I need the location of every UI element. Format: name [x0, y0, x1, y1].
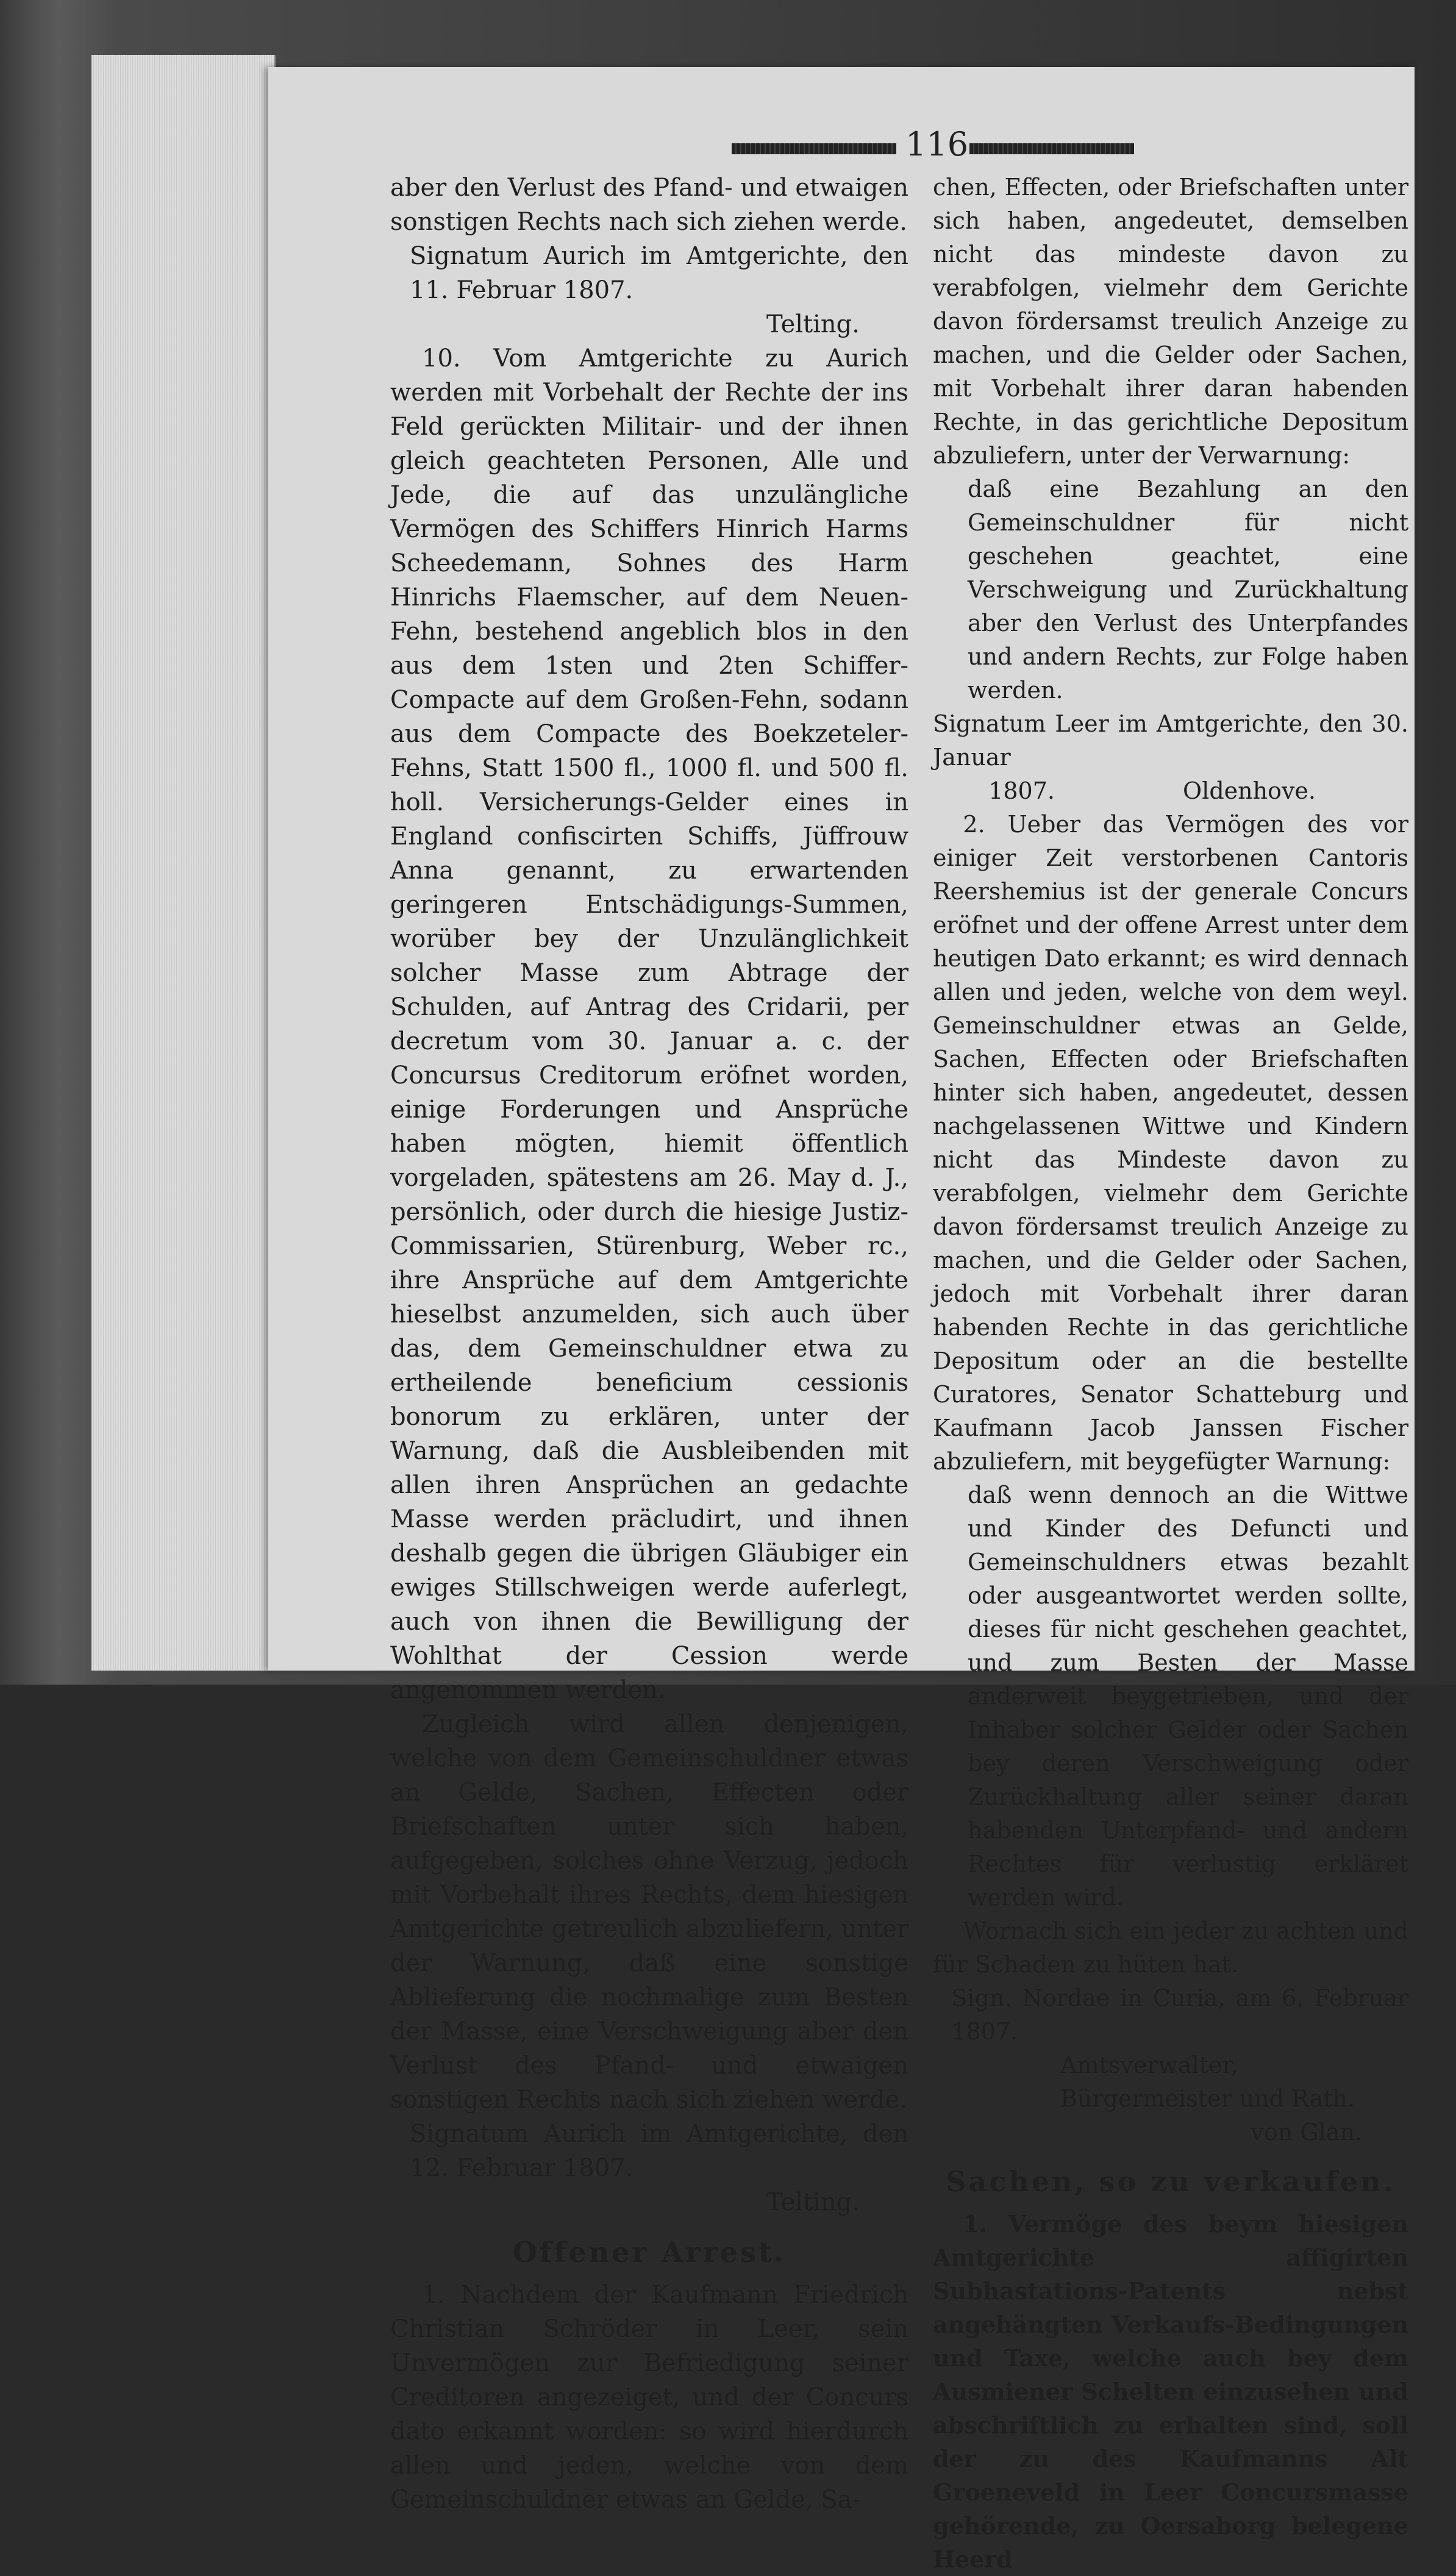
header-rule-right — [969, 143, 1134, 154]
left-signature-1-name: Telting. — [766, 310, 860, 338]
right-signature-2-officials: Amtsverwalter, Bürgermeister und Rath. — [1060, 2052, 1355, 2112]
left-paragraph-3: Zugleich wird allen denjenigen, welche von dem Gemeinschuldner etwas an Gelde, Sachen, Effecten oder Briefschaften unter sich haben, aufgegeben, solches ohne Verzug, jedoch mit Vorbehalt ihres Rechts, dem hiesigen Amtgerichte getreulich abzuliefern, unter der Warnung, daß eine sonstige Ablieferung die nochmalige zum Besten der Masse, eine Verschweigung aber den Verlust des Pfand- und etwaigen sonstigen Rechts nach sich ziehen werde. — [390, 1710, 908, 2114]
page-header — [268, 125, 1415, 162]
section-heading-sachen-zu-verkaufen: Sachen, so zu verkaufen. — [946, 2165, 1396, 2198]
left-signature-2-line: Signatum Aurich im Amtgerichte, den 12. Februar 1807. — [410, 2120, 908, 2182]
right-signature-2-name: von Glan. — [1251, 2119, 1362, 2146]
page-edges — [91, 55, 276, 1671]
right-paragraph-4: daß wenn dennoch an die Wittwe und Kinder des Defuncti und Gemeinschuldners etwas bezahlt oder ausgeantwortet werden sollte, dieses für nicht geschehen geachtet, und zum Besten der Masse anderweit beygetrieben, und der Inhaber solcher Gelder oder Sachen bey deren Verschweigung oder Zurückhaltung aller seiner daran habenden Unterpfand- und andern Rechtes für verlustig erkläret werden wird. — [968, 1482, 1408, 1911]
right-signature-2-line: Sign. Nordae in Curia, am 6. Februar 1807. — [951, 1985, 1408, 2045]
left-paragraph-1: aber den Verlust des Pfand- und etwaigen sonstigen Rechts nach sich ziehen werde. — [390, 174, 908, 236]
right-signature-1-line: Signatum Leer im Amtgerichte, den 30. Januar — [933, 710, 1408, 771]
left-column — [390, 171, 908, 2517]
header-rule-left — [732, 143, 896, 154]
right-signature-1-row — [933, 774, 1408, 808]
left-signature-2-name: Telting. — [766, 2188, 860, 2216]
page-number: 116 — [905, 125, 969, 163]
right-column — [933, 171, 1408, 2576]
right-paragraph-2: daß eine Bezahlung an den Gemeinschuldner für nicht geschehen geachtet, eine Verschweigung und Zurückhaltung aber den Verlust des Unterpfandes und andern Rechts, zur Folge haben werden. — [968, 476, 1408, 704]
right-paragraph-3: 2. Ueber das Vermögen des vor einiger Zeit verstorbenen Cantoris Reershemius ist der generale Concurs eröfnet und der offene Arrest unter dem heutigen Dato erkannt; es wird dennach allen und jeden, welche von dem weyl. Gemeinschuldner etwas an Gelde, Sachen, Effecten oder Briefschaften hinter sich haben, angedeutet, dessen nachgelassenen Wittwe und Kindern nicht das Mindeste davon zu verabfolgen, vielmehr dem Gerichte davon fördersamst treulich Anzeige zu machen, und die Gelder oder Sachen, jedoch mit Vorbehalt ihrer daran habenden Rechte in das gerichtliche Depositum oder an die bestellte Curatores, Senator Schatteburg und Kaufmann Jacob Janssen Fischer abzuliefern, mit beygefügter Warnung: — [933, 811, 1408, 1475]
section-heading-offener-arrest: Offener Arrest. — [512, 2236, 787, 2269]
book-page — [268, 67, 1415, 2573]
left-signature-1-line: Signatum Aurich im Amtgerichte, den 11. Februar 1807. — [410, 242, 908, 304]
right-paragraph-5: Wornach sich ein jeder zu achten und für Schaden zu hüten hat. — [933, 1918, 1408, 1978]
right-paragraph-6: 1. Vermöge des beym hiesigen Amtgerichte affigirten Subhastations-Patents nebst angehängten Verkaufs-Bedingungen und Taxe, welche auch bey dem Ausmiener Schelten einzusehen und abschriftlich zu erhalten sind, soll der zu des Kaufmanns Alt Groeneveld in Leer Concursmasse gehörende, zu Oersaborg belegene Heerd — [933, 2210, 1408, 2573]
right-paragraph-1: chen, Effecten, oder Briefschaften unter sich haben, angedeutet, demselben nicht das mindeste davon zu verabfolgen, vielmehr dem Gerichte davon fördersamst treulich Anzeige zu machen, und die Gelder oder Sachen, mit Vorbehalt ihrer daran habenden Rechte, in das gerichtliche Depositum abzuliefern, unter der Verwarnung: — [933, 174, 1408, 469]
right-signature-1-year: 1807. — [988, 777, 1055, 804]
right-signature-1-name: Oldenhove. — [1183, 777, 1316, 804]
left-paragraph-4: 1. Nachdem der Kaufmann Friedrich Christian Schröder in Leer, sein Unvermögen zur Befriedigung seiner Creditoren angezeiget, und der Concurs dato erkannt worden: so wird hierdurch allen und jeden, welche von dem Gemeinschuldner etwas an Gelde, Sa- — [390, 2281, 908, 2514]
left-paragraph-2: 10. Vom Amtgerichte zu Aurich werden mit Vorbehalt der Rechte der ins Feld gerückten Militair- und der ihnen gleich geachteten Personen, Alle und Jede, die auf das unzulängliche Vermögen des Schiffers Hinrich Harms Scheedemann, Sohnes des Harm Hinrichs Flaemscher, auf dem Neuen-Fehn, bestehend angeblich blos in den aus dem 1sten und 2ten Schiffer-Compacte auf dem Großen-Fehn, sodann aus dem Compacte des Boekzeteler-Fehns, Statt 1500 fl., 1000 fl. und 500 fl. holl. Versicherungs-Gelder eines in England confiscirten Schiffs, Jüffrouw Anna genannt, zu erwartenden geringeren Entschädigungs-Summen, worüber bey der Unzulänglichkeit solcher Masse zum Abtrage der Schulden, auf Antrag des Cridarii, per decretum vom 30. Januar a. c. der Concursus Creditorum eröfnet worden, einige Forderungen und Ansprüche haben mögten, hiemit öffentlich vorgeladen, spätestens am 26. May d. J., persönlich, oder durch die hiesige Justiz-Commissarien, Stürenburg, Weber rc., ihre Ansprüche auf dem Amtgerichte hieselbst anzumelden, sich auch über das, dem Gemeinschuldner etwa zu ertheilende beneficium cessionis bonorum zu erklären, unter der Warnung, daß die Ausbleibenden mit allen ihren Ansprüchen an gedachte Masse werden präcludirt, und ihnen deshalb gegen die übrigen Gläubiger ein ewiges Stillschweigen werde auferlegt, auch von ihnen die Bewilligung der Wohlthat der Cession werde angenommen werden. — [390, 344, 908, 1704]
